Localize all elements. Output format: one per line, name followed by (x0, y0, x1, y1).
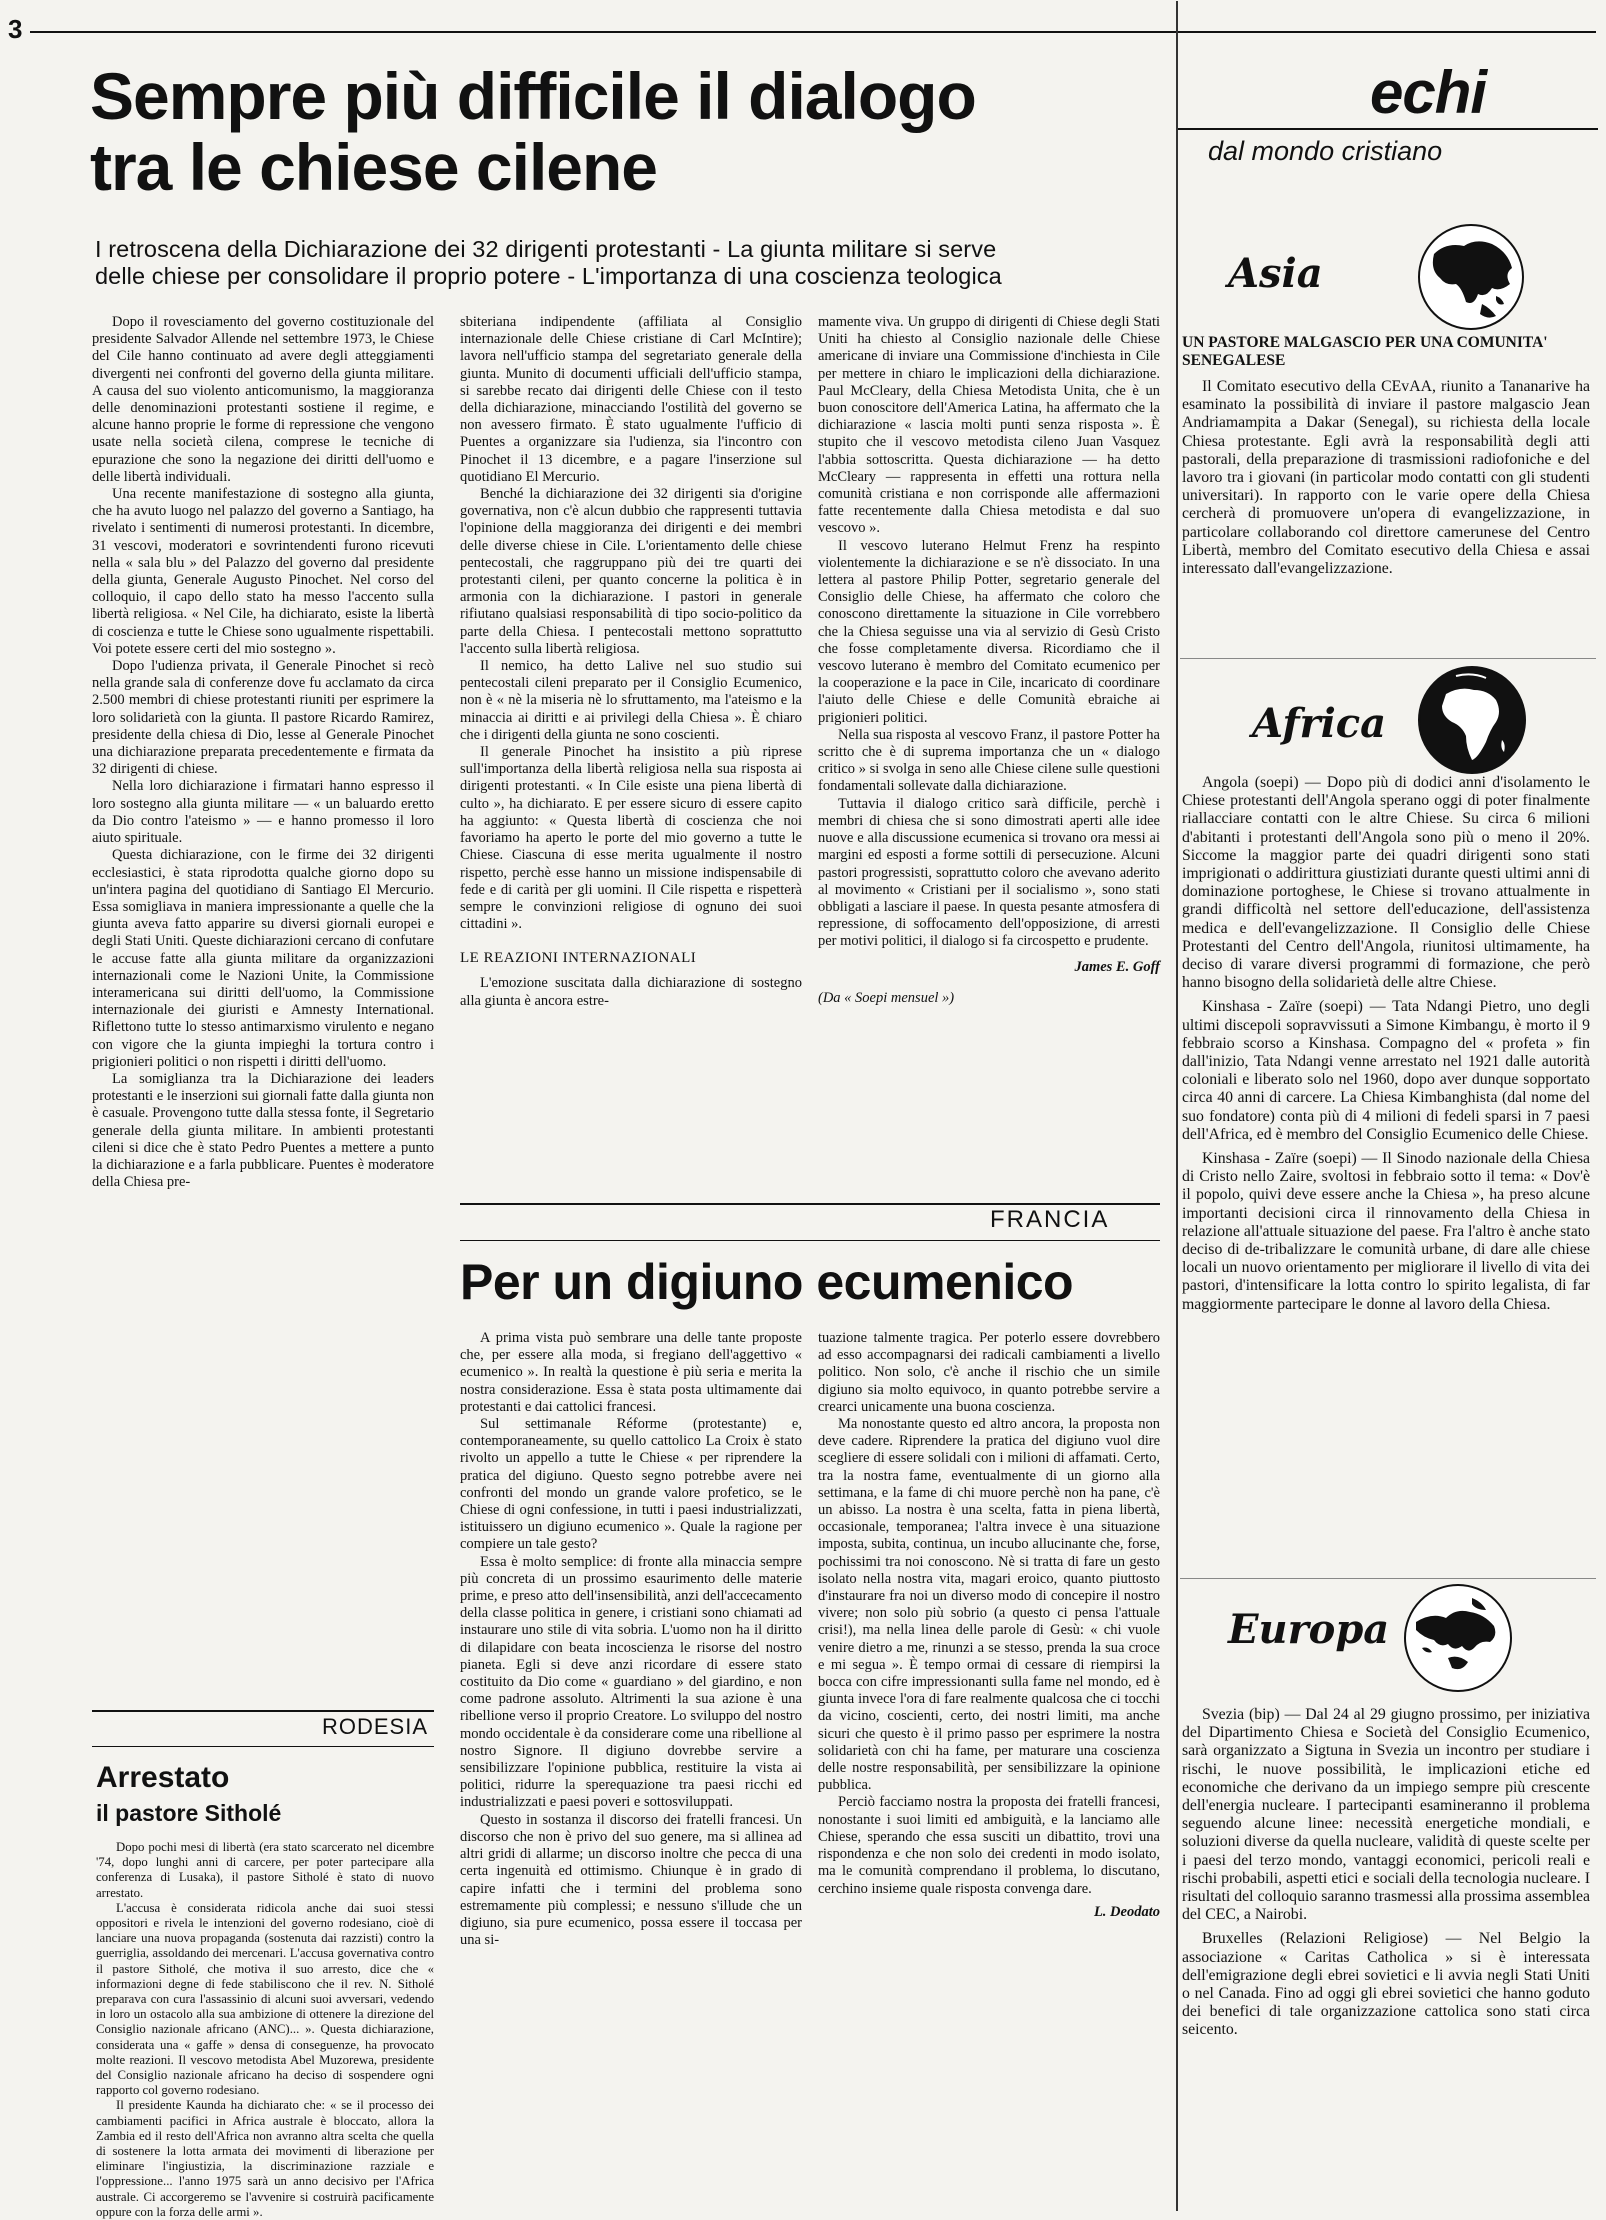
paragraph: Nella loro dichiarazione i firmatari hanno espresso il loro sostegno alla giunta militare — « un baluardo eretto da Dio contro l'ateismo » — e hanno promesso il loro aiuto spirituale. (92, 778, 434, 847)
main-article-col1 (92, 314, 434, 1700)
echi-title: echi (1370, 59, 1487, 126)
francia-signature: L. Deodato (1093, 1903, 1160, 1920)
paragraph: La somiglianza tra la Dichiarazione dei leaders protestanti e le inserzioni sui giornali fatte dalla giunta non è casuale. Provengono tutte dalla stessa fonte, il Segretario generale della giunta militare. In ambienti protestanti cileni si dice che è stato Pedro Puentes a mettere a punto la dichiarazione e a farla pubblicare. Puentes è moderatore della Chiesa pre- (92, 1070, 434, 1191)
paragraph: Perciò facciamo nostra la proposta dei fratelli francesi, nonostante i suoi limiti ed ambiguità, e la lanciamo alle Chiese, sperando che essa susciti un dibattito, trovi una rispondenza e che non solo dei credenti in modo isolato, ma le comunità comprendano il problema, lo discutano, cerchino insieme quale risposta convenga dare. (818, 1794, 1160, 1897)
subhead-reazioni: LE REAZIONI INTERNAZIONALI (460, 950, 697, 967)
region-europa-label: Europa (1228, 1606, 1390, 1653)
francia-col2 (818, 1330, 1160, 2200)
paragraph: Kinshasa - Zaïre (soepi) — Tata Ndangi Pietro, uno degli ultimi discepoli sopravvissuti a Simone Kimbangu, è morto il 9 febbraio scorso a Kinshasa. Compagno del « profeta » fin dall'inizio, Tata Ndangi venne arrestato nel 1921 dalle autorità coloniali e liberato solo nel 1960, dopo aver dunque sopportato circa 40 anni di carcere. La Chiesa Kimbanghista (dal nome del suo fondatore) conta più di 4 milioni di fedeli sparsi in 7 paesi dell'Africa, ed è membro del Consiglio Ecumenico delle Chiese. (1182, 998, 1590, 1143)
africa-body (1182, 774, 1590, 1574)
paragraph: Il vescovo luterano Helmut Frenz ha respinto violentemente la dichiarazione e se n'è dissociato. In una lettera al pastore Philip Potter, segretario generale del Consiglio delle Chiese, ha affermato che coloro che conoscono direttamente la situazione in Cile vorrebbero che la Chiesa seguisse una via al servizio di Gesù Cristo che fosse completamente diversa. Ricordiamo che il vescovo luterano è membro del Comitato ecumenico per la cooperazione e la pace in Cile, incaricato di coordinare l'aiuto delle Chiese e delle Comunità ebraiche ai prigionieri politici. (818, 537, 1160, 726)
francia-rule-under (460, 1240, 1160, 1241)
main-headline-line2: tra le chiese cilene (90, 130, 658, 205)
paragraph: Nella sua risposta al vescovo Franz, il pastore Potter ha scritto che è di suprema importanza che un « dialogo critico » si svolga in seno alle Chiese cilene sulle questioni fondamentali sollevate dalla dichiarazione. (818, 726, 1160, 795)
paragraph: Questo in sostanza il discorso dei fratelli francesi. Un discorso che non è privo del suo genere, ma si allinea ad altri gridi di allarme; un discorso inoltre che pecca di una certa ingenuità ed ottimismo. Chiunque è in grado di capire infatti che i termini del problema sono estremamente più complessi; e nessuno s'illude che un digiuno, sia pure ecumenico, possa essere il toccasa per una si- (460, 1811, 802, 1949)
paragraph: Il presidente Kaunda ha dichiarato che: « se il processo dei cambiamenti pacifici in Africa australe è bloccato, allora la Zambia ed il resto dell'Africa non avranno altra scelta che quella di sostenere la lotta armata dei movimenti di liberazione per eliminare l'ingiustizia, la discriminazione razziale e l'oppressione... l'anno 1975 sarà un anno decisivo per l'Africa australe. Ci accorgeremo se l'avvenire si costruirà pacificamente oppure con la forza delle armi ». (96, 2098, 434, 2219)
asia-body (1182, 378, 1590, 648)
top-rule (30, 31, 1596, 33)
paragraph: Il nemico, ha detto Lalive nel suo studio sui pentecostali cileni preparato per il Consiglio Ecumenico, non è « nè la miseria nè lo sfruttamento, ma l'ateismo e la minaccia ai diritti e ai privilegi della Chiesa ». È chiaro che i dirigenti della giunta ne sono coscienti. (460, 658, 802, 743)
main-subtitle (95, 236, 1155, 290)
rodesia-headline: Arrestato (96, 1761, 230, 1794)
asia-headline: UN PASTORE MALGASCIO PER UNA COMUNITA' SENEGALESE (1182, 334, 1548, 369)
paragraph: Sul settimanale Réforme (protestante) e, contemporaneamente, su quello cattolico La Croix è stato rivolto un appello a tutte le Chiese « per riprendere la pratica del digiuno. Questo segno potrebbe avere nei confronti del mondo un grande valore profetico, se le Chiese di ogni confessione, in tutti i paesi industrializzati, istituissero un digiuno ecumenico ». Quale la ragione per compiere un tale gesto? (460, 1416, 802, 1553)
section-label-rodesia: RODESIA (322, 1714, 429, 1739)
francia-col1 (460, 1330, 802, 2200)
globe-europa-icon (1402, 1582, 1514, 1699)
main-headline (90, 59, 1170, 205)
paragraph: Essa è molto semplice: di fronte alla minaccia sempre più concreta di un prossimo esaurimento delle materie prime, e preso atto dell'insensibilità, anzi dell'accecamento della classe politica in genere, i cristiani sono chiamati ad instaurare uno stile di vita sobria. L'uomo non ha il diritto di dilapidare con beata incoscienza le risorse del nostro pianeta. Egli si deve anzi ricordare di essere stato costituito da Dio come « guardiano » del giardino, e non come padrone assoluto. Altrimenti la sua azione è una ribellione verso il proprio Creatore. Lo sviluppo del nostro mondo occidentale è da considerare come una ribellione al nostro Signore. Il digiuno dovrebbe servire a sensibilizzare l'opinione pubblica, restituire la vista ai politici, ridurre la sperequazione tra paesi ricchi ed industrializzati e paesi poveri e sottosviluppati. (460, 1553, 802, 1811)
paragraph: Bruxelles (Relazioni Religiose) — Nel Belgio la associazione « Caritas Catholica » si è interessata dell'emigrazione degli ebrei sovietici e li avvia negli Stati Uniti o nel Canada. Fino ad oggi gli ebrei sovietici che hanno goduto dei benefici di tale organizzazione cattolica sono stati circa seicento. (1182, 1930, 1590, 2039)
rodesia-rule-under (92, 1746, 434, 1747)
main-source: (Da « Soepi mensuel ») (818, 989, 955, 1006)
section-label-francia: FRANCIA (990, 1206, 1110, 1233)
main-signature: James E. Goff (1074, 958, 1160, 975)
paragraph: Kinshasa - Zaïre (soepi) — Il Sinodo nazionale della Chiesa di Cristo nello Zaire, svoltosi in febbraio sotto il tema: « Dov'è il popolo, quivi deve essere anche la Chiesa », ha preso alcune importanti decisioni circa il rinnovamento della Chiesa in relazione all'attuale situazione del paese. Fra l'altro è anche stato deciso di de-tribalizzare le comunità urbane, di dare alle chiese locali un nuovo orientamento per migliorare il livello di vita dei pastori, d'intensificare la lotta contro lo spirito legalista, di far maggiormente partecipare le donne al lavoro della Chiesa. (1182, 1150, 1590, 1313)
region-asia-label: Asia (1228, 250, 1323, 297)
page-number: 3 (8, 14, 23, 44)
paragraph: Dopo pochi mesi di libertà (era stato scarcerato nel dicembre '74, dopo lunghi anni di carcere, per poter partecipare alla conferenza di Lusaka), il pastore Sitholé è stato di nuovo arrestato. (96, 1840, 434, 1900)
paragraph: L'emozione suscitata dalla dichiarazione di sostegno alla giunta è ancora estre- (460, 975, 802, 1009)
paragraph: sbiteriana indipendente (affiliata al Consiglio internazionale delle Chiese cristiane di Carl McIntire); lavora nell'ufficio stampa del segretariato generale della giunta. Munito di documenti ufficiali dell'ufficio stampa, si sarebbe recato dai dirigenti delle Chiese con il testo della dichiarazione, minacciando l'ostilità del governo se non avessero firmato. È stato ugualmente l'ufficio di Puentes a organizzare sia l'udienza, sia l'incontro con Pinochet il 13 dicembre, e a pagare l'inserzione sul quotidiano El Mercurio. (460, 314, 802, 485)
paragraph: mamente viva. Un gruppo di dirigenti di Chiese degli Stati Uniti ha chiesto al Consiglio nazionale delle Chiese americane di inviare una Commissione d'inchiesta in Cile per mettere in chiaro le implicazioni della dichiarazione. Paul McCleary, della Chiesa Metodista Unita, che è un buon conoscitore dell'America Latina, ha affermato che la dichiarazione « lascia molti punti senza risposta ». È stupito che il vescovo metodista cileno Juan Vasquez l'abbia sottoscritta. Questa dichiarazione — ha detto McCleary — rappresenta in effetti una rottura nella comunità cristiana e non corrisponde alle affermazioni fatte recentemente dalla Chiesa metodista e dal suo vescovo ». (818, 314, 1160, 537)
echi-rule (1178, 128, 1598, 130)
paragraph: Dopo l'udienza privata, il Generale Pinochet si recò nella grande sala di conferenze dove fu acclamato da circa 2.500 membri di chiese protestanti riuniti per esprimere la loro solidarietà con la giunta. Il pastore Ricardo Ramirez, presidente della chiesa di Dio, lesse al Generale Pinochet una dichiarazione preparata precedentemente e firmata da 32 dirigenti di chiese. (92, 658, 434, 778)
paragraph: A prima vista può sembrare una delle tante proposte che, per essere alla moda, si fregiano dell'aggettivo « ecumenico ». In realtà la questione è più seria e merita la nostra considerazione. Essa è stata posta ultimamente dai protestanti e dai cattolici francesi. (460, 1330, 802, 1415)
main-article-col3 (818, 314, 1160, 1194)
paragraph: Una recente manifestazione di sostegno alla giunta, che ha avuto luogo nel palazzo del governo a Santiago, ha rivelato i sentimenti di numerosi protestanti. In dicembre, 31 vescovi, moderatori e sovrintendenti furono ricevuti nella « sala blu » del Palazzo del governo dal presidente della giunta, Generale Augusto Pinochet. Nel corso del colloquio, il capo dello stato ha messo l'accento sulla libertà religiosa. « Nel Cile, ha dichiarato, esiste la libertà di coscienza e tutte le Chiese sono ugualmente rispettabili. Voi potete essere certi del mio sostegno ». (92, 486, 434, 657)
globe-asia-icon (1416, 222, 1526, 337)
paragraph: Benché la dichiarazione dei 32 dirigenti sia d'origine governativa, non c'è alcun dubbio che rappresenti tuttavia l'opinione della maggioranza dei dirigenti e dei membri delle diverse chiese in Cile. L'orientamento delle chiese pentecostali, che raggruppano più dei tre quarti dei protestanti cileni, per quanto concerne la politica è in armonia con la dichiarazione. I pastori in generale rifiutano qualsiasi responsabilità di tipo socio-politico da parte della Chiesa. I pentecostali mettono soprattutto l'accento sulla libertà religiosa. (460, 486, 802, 657)
paragraph: Svezia (bip) — Dal 24 al 29 giugno prossimo, per iniziativa del Dipartimento Chiesa e Società del Consiglio Ecumenico, sarà organizzato a Sigtuna in Svezia un incontro per studiare i rischi, le nuove possibilità, le implicazioni etiche ed economiche che derivano da un impiego sempre più crescente dell'energia nucleare. I partecipanti esamineranno il problema seguendo alcune linee: necessità energetiche mondiali, e soluzioni diverse da quella nucleare, validità di queste scelte per i paesi del terzo mondo, vantaggi economici, pericoli reali e rischi probabili, aspetti etici e sociali della tecnologia nucleare. I risultati del colloquio saranno trasmessi alla prossima assemblea del CEC, a Nairobi. (1182, 1706, 1590, 1924)
paragraph: Dopo il rovesciamento del governo costituzionale del presidente Salvador Allende nel settembre 1973, le Chiese del Cile hanno continuato ad avere degli atteggiamenti divergenti nei confronti del governo della giunta militare. A causa del suo violento anticomunismo, la maggioranza delle denominazioni protestanti sostiene il regime, e alcune hanno proprie le forme di repressione che vengono usate nella società cilena, comprese le tecniche di epurazione che sono la negazione dei diritti dell'uomo e delle libertà individuali. (92, 314, 434, 485)
paragraph: Il generale Pinochet ha insistito a più riprese sull'importanza della libertà religiosa nella sua risposta ai dirigenti protestanti. « In Cile esiste una piena libertà di culto », ha dichiarato. E per essere sicuro di essere capito ha aggiunto: « Questa libertà di coscienza che noi favoriamo ha aperto le porte del mio governo a tutte le Chiese. Ciascuna di esse merita ugualmente il nostro rispetto, perchè esse hanno un missione indispensabile di fede e di carità per gli uomini. Il Cile rispetta e rispetterà sempre le convinzioni religiose di ognuno dei suoi cittadini ». (460, 744, 802, 933)
globe-africa-icon (1416, 664, 1528, 781)
europa-rule (1180, 1578, 1596, 1579)
rodesia-rule (92, 1710, 434, 1712)
francia-rule (460, 1203, 1160, 1205)
main-subtitle-line1: I retroscena della Dichiarazione dei 32 dirigenti protestanti - La giunta militare si serve (95, 236, 997, 262)
rodesia-body (96, 1840, 434, 2219)
paragraph: Il Comitato esecutivo della CEvAA, riunito a Tananarive ha esaminato la possibilità di inviare il pastore malgascio Jean Andriamampita a Dakar (Senegal), su richiesta della locale Chiesa protestante. Egli avrà la responsabilità degli atti pastorali, della preparazione di trasmissioni radiofoniche e del lavoro tra i giovani (in particolar modo contatti con gli studenti universitari). In rapporto con le varie opere della Chiesa cercherà di promuovere un'opera di evangelizzazione, in particolare collaborando col direttore camerunese del Centro Libertà, membro del Comitato esecutivo della Chiesa e assai interessato dall'evangelizzazione. (1182, 378, 1590, 578)
paragraph: tuazione talmente tragica. Per poterlo essere dovrebbero ad esso accompagnarsi dei radicali cambiamenti a livello politico. Non solo, c'è anche il rischio che un simile digiuno sia molto equivoco, in quanto potrebbe servire a crearci unicamente una buona coscienza. (818, 1330, 1160, 1415)
sidebar-divider (1176, 1, 1178, 2211)
echi-subtitle: dal mondo cristiano (1208, 136, 1443, 166)
paragraph: Angola (soepi) — Dopo più di dodici anni d'isolamento le Chiese protestanti dell'Angola sperano oggi di poter finalmente riallacciare contatti con le altre Chiese. Su circa 6 milioni d'abitanti i protestanti dell'Angola sono più o meno il 20%. Siccome la maggior parte dei quadri dirigenti sono stati imprigionati o addirittura giustiziati durante questi ultimi anni di dominazione portoghese, le Chiese si trovano attualmente in grandi difficoltà nel settore dell'educazione, dell'assistenza medica e dell'evangelizzazione. Il Consiglio delle Chiese Protestanti del Centro dell'Angola, riunitosi ultimamente, ha deciso di varare diversi programmi di formazione, che però hanno bisogno della solidarietà delle altre Chiese. (1182, 774, 1591, 992)
francia-headline: Per un digiuno ecumenico (460, 1254, 1074, 1310)
main-article-col2 (460, 314, 802, 1184)
rodesia-subhead: il pastore Sitholé (96, 1800, 282, 1826)
region-africa-label: Africa (1252, 700, 1387, 747)
paragraph: Questa dichiarazione, con le firme dei 32 dirigenti ecclesiastici, è stata riprodotta qualche giorno dopo su un'intera pagina del quotidiano di Santiago El Mercurio. Essa somigliava in maniera impressionante a quelle che la giunta aveva fatto apparire su diversi giornali europei e degli Stati Uniti. Queste dichiarazioni cercano di confutare le accuse fatte alla giunta militare da organizzazioni internazionali come le Nazioni Unite, la Commissione interamericana sui diritti dell'uomo, la Commissione internazionale dei giuristi e Amnesty International. Riflettono tutte lo stesso antimarxismo virulento e negano con vigore che la giunta impieghi la tortura contro i prigionieri politici o non rispetti i diritti dell'uomo. (92, 847, 434, 1070)
main-headline-line1: Sempre più difficile il dialogo (90, 59, 976, 133)
main-subtitle-line2: delle chiese per consolidare il proprio potere - L'importanza di una coscienza teologica (95, 263, 1002, 289)
paragraph: L'accusa è considerata ridicola anche dai suoi stessi oppositori e rivela le intenzioni del governo rodesiano, cioè di lanciare una nuova propaganda (sostenuta dai razzisti) contro la guerriglia, assoldando dei mercenari. L'accusa governativa contro il pastore Sitholé, che motiva il suo arresto, dice che « informazioni degne di fede stabiliscono che il rev. N. Sitholé preparava con cura l'assassinio di alcuni suoi avversari, vedendo in loro un ostacolo alla sua ambizione di ottenere la direzione del Consiglio nazionale africano (ANC)... ». Questa dichiarazione, considerata una « gaffe » densa di conseguenze, ha provocato molte reazioni. Il vescovo metodista Abel Muzorewa, presidente del Consiglio nazionale africano ha deciso di sospendere ogni rapporto col governo rodesiano. (96, 1900, 434, 2098)
europa-body (1182, 1706, 1590, 2206)
paragraph: Tuttavia il dialogo critico sarà difficile, perchè i membri di chiesa che si sono dimostrati aperti alle idee nuove e alla discussione ecumenica si trovano ora messi ai margini ed esposti a forme sottili di persecuzione. Alcuni pastori progressisti, soprattutto coloro che avevano aderito al movimento « Cristiani per il socialismo », sono stati obbligati a lasciare il paese. In questa pesante atmosfera di repressione, di soffocamento dell'opposizione, di arresti per motivi politici, il dialogo si fa circospetto e prudente. (818, 795, 1160, 950)
paragraph: Ma nonostante questo ed altro ancora, la proposta non deve cadere. Riprendere la pratica del digiuno vuol dire scegliere di essere solidali con i milioni di affamati. Certo, tra la nostra fame, eventualmente di un giorno alla settimana, e la fame di chi muore perchè non ha pane, c'è un abisso. La nostra è una scelta, fatta in piena libertà, occasionale, temporanea; l'altra invece è una situazione imposta, subita, continua, un incubo allucinante che, forse, pochissimi tra noi conoscono. Nè si tratta di fare un gesto isolato nella nostra vita, magari eroico, quanto piuttosto d'instaurare fra noi un diverso modo di concepire il nostro vivere; non solo più sobrio (a questo ci pensa l'attuale crisi!), ma nella linea delle parole di Gesù: « chi vuole venire dietro a me, rinunzi a se stesso, prenda la sua croce e mi segua ». È tempo ormai di cessare di riempirsi la bocca con cifre impressionanti sulla fame nel mondo, ed è giunta invece l'ora di fare realmente qualcosa che ci tocchi da vicino, coscienti, certo, dei nostri limiti, ma anche sicuri che questo è il primo passo per esprimere la nostra solidarietà con chi ha fame, per maturare una coscienza delle nostre responsabilità, per sensibilizzare la opinione pubblica. (818, 1416, 1160, 1794)
africa-rule (1180, 658, 1596, 659)
